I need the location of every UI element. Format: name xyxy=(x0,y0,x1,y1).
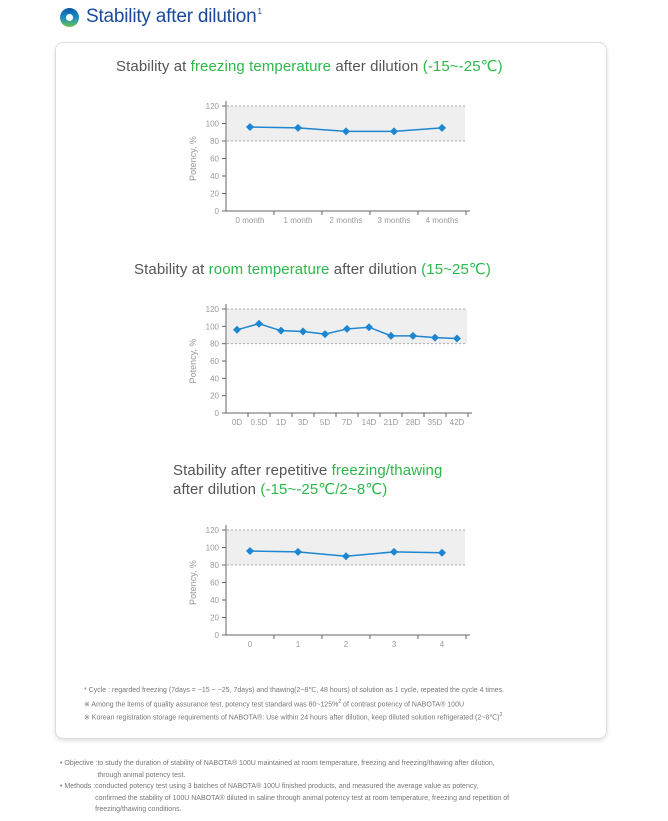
footnote-sup: 2 xyxy=(338,698,342,705)
y-tick-label: 80 xyxy=(210,339,219,349)
y-axis-label: Potency, % xyxy=(188,560,198,605)
y-tick-label: 60 xyxy=(210,154,219,164)
footnote-text: ※ Korean registration storage requirements of NABOTA®: Use within 24 hours after dilution, keep diluted solution refrigerated (2~8℃) xyxy=(84,714,500,722)
footnote-storage xyxy=(84,710,504,724)
footnote-cycle: * Cycle : regarded freezing (7days = −15 ~ −25, 7days) and thawing(2~8℃, 48 hours) of solution as 1 cycle, repeated the cycle 4 times. xyxy=(84,687,505,694)
footnote-standard xyxy=(84,697,504,711)
x-tick-label: 28D xyxy=(405,418,421,427)
footnotes xyxy=(84,686,504,724)
x-tick-label: 4 xyxy=(439,640,445,649)
y-tick-label: 0 xyxy=(214,207,219,216)
title-part: after dilution xyxy=(173,481,261,498)
x-tick-label: 2 xyxy=(343,640,349,649)
title-part: after dilution xyxy=(331,58,423,75)
y-tick-label: 40 xyxy=(210,596,219,605)
footnote-text: of contrast potency of NABOTA® 100U xyxy=(341,700,465,708)
title-highlight: (-15~-25℃) xyxy=(422,58,503,75)
y-axis-label: Potency, % xyxy=(188,338,198,384)
y-tick-label: 40 xyxy=(210,374,219,384)
title-highlight: (-15~-25℃/2~8℃) xyxy=(260,481,388,498)
y-tick-label: 120 xyxy=(205,102,219,111)
title-part: after dilution xyxy=(329,261,422,278)
y-tick-label: 100 xyxy=(205,322,219,332)
x-tick-label: 3D xyxy=(297,418,309,427)
footnote-text: ※ Among the items of quality assurance test, potency test standard was 80~125% xyxy=(84,700,339,708)
x-tick-label: 35D xyxy=(427,418,443,427)
title-highlight: (15~25℃) xyxy=(421,261,491,278)
x-tick-label: 42D xyxy=(449,418,465,427)
y-tick-label: 120 xyxy=(205,526,219,535)
y-tick-label: 20 xyxy=(210,613,219,623)
reference-band xyxy=(227,106,465,141)
y-tick-label: 0 xyxy=(214,409,219,418)
x-tick-label: 4 months xyxy=(425,216,459,225)
x-tick-label: 7D xyxy=(341,418,353,427)
y-tick-label: 120 xyxy=(205,305,219,314)
x-tick-label: 5D xyxy=(319,418,331,427)
x-tick-label: 0D xyxy=(231,418,243,427)
title-part: Stability at xyxy=(134,261,209,278)
x-tick-label: 0.5D xyxy=(250,418,268,427)
objective-note xyxy=(60,758,509,781)
x-tick-label: 0 xyxy=(247,640,253,649)
x-tick-label: 1 month xyxy=(283,216,313,225)
x-tick-label: 14D xyxy=(361,418,377,427)
y-tick-label: 100 xyxy=(205,543,219,553)
title-highlight: freezing temperature xyxy=(190,58,332,75)
footnote-sup: 3 xyxy=(499,712,503,719)
y-axis-label: Potency, % xyxy=(188,136,198,181)
title-highlight: freezing/thawing xyxy=(331,462,443,479)
y-tick-label: 60 xyxy=(210,578,219,588)
methods-note xyxy=(60,781,509,816)
y-tick-label: 80 xyxy=(210,561,219,570)
y-tick-label: 80 xyxy=(210,137,219,146)
page-title-text: Stability after dilution xyxy=(86,6,257,27)
x-tick-label: 2 months xyxy=(329,216,363,225)
title-highlight: room temperature xyxy=(208,261,330,278)
objective-label: • Objective : xyxy=(60,760,98,767)
y-tick-label: 0 xyxy=(214,631,219,640)
title-footnote-marker: 1 xyxy=(257,7,262,16)
x-tick-label: 3 months xyxy=(377,216,411,225)
title-part: Stability after repetitive xyxy=(173,462,332,479)
y-tick-label: 60 xyxy=(210,357,219,366)
y-tick-label: 100 xyxy=(205,119,219,129)
objective-text: to study the duration of stability of NABOTA® 100U maintained at room temperature, freezing and freezing/thawing after dilution, through animal potency test. xyxy=(97,760,495,779)
x-tick-label: 3 xyxy=(391,640,397,649)
methods-label: • Methods : xyxy=(60,783,96,790)
study-notes xyxy=(60,758,509,816)
y-tick-label: 20 xyxy=(210,391,219,401)
methods-text: conducted potency test using 3 batches of NABOTA® 100U finished products, and measured the average value as potency, confirmed the stability of 100U NABOTA® diluted in saline through animal potency test at room temperature, freezing and repetition of freezing/thawing conditions. xyxy=(95,783,510,813)
x-tick-label: 21D xyxy=(383,418,399,427)
y-tick-label: 40 xyxy=(210,172,219,181)
x-tick-label: 0 month xyxy=(235,216,265,225)
y-tick-label: 20 xyxy=(210,189,219,199)
x-tick-label: 1 xyxy=(295,640,301,649)
title-part: Stability at xyxy=(116,58,191,75)
x-tick-label: 1D xyxy=(275,418,287,427)
